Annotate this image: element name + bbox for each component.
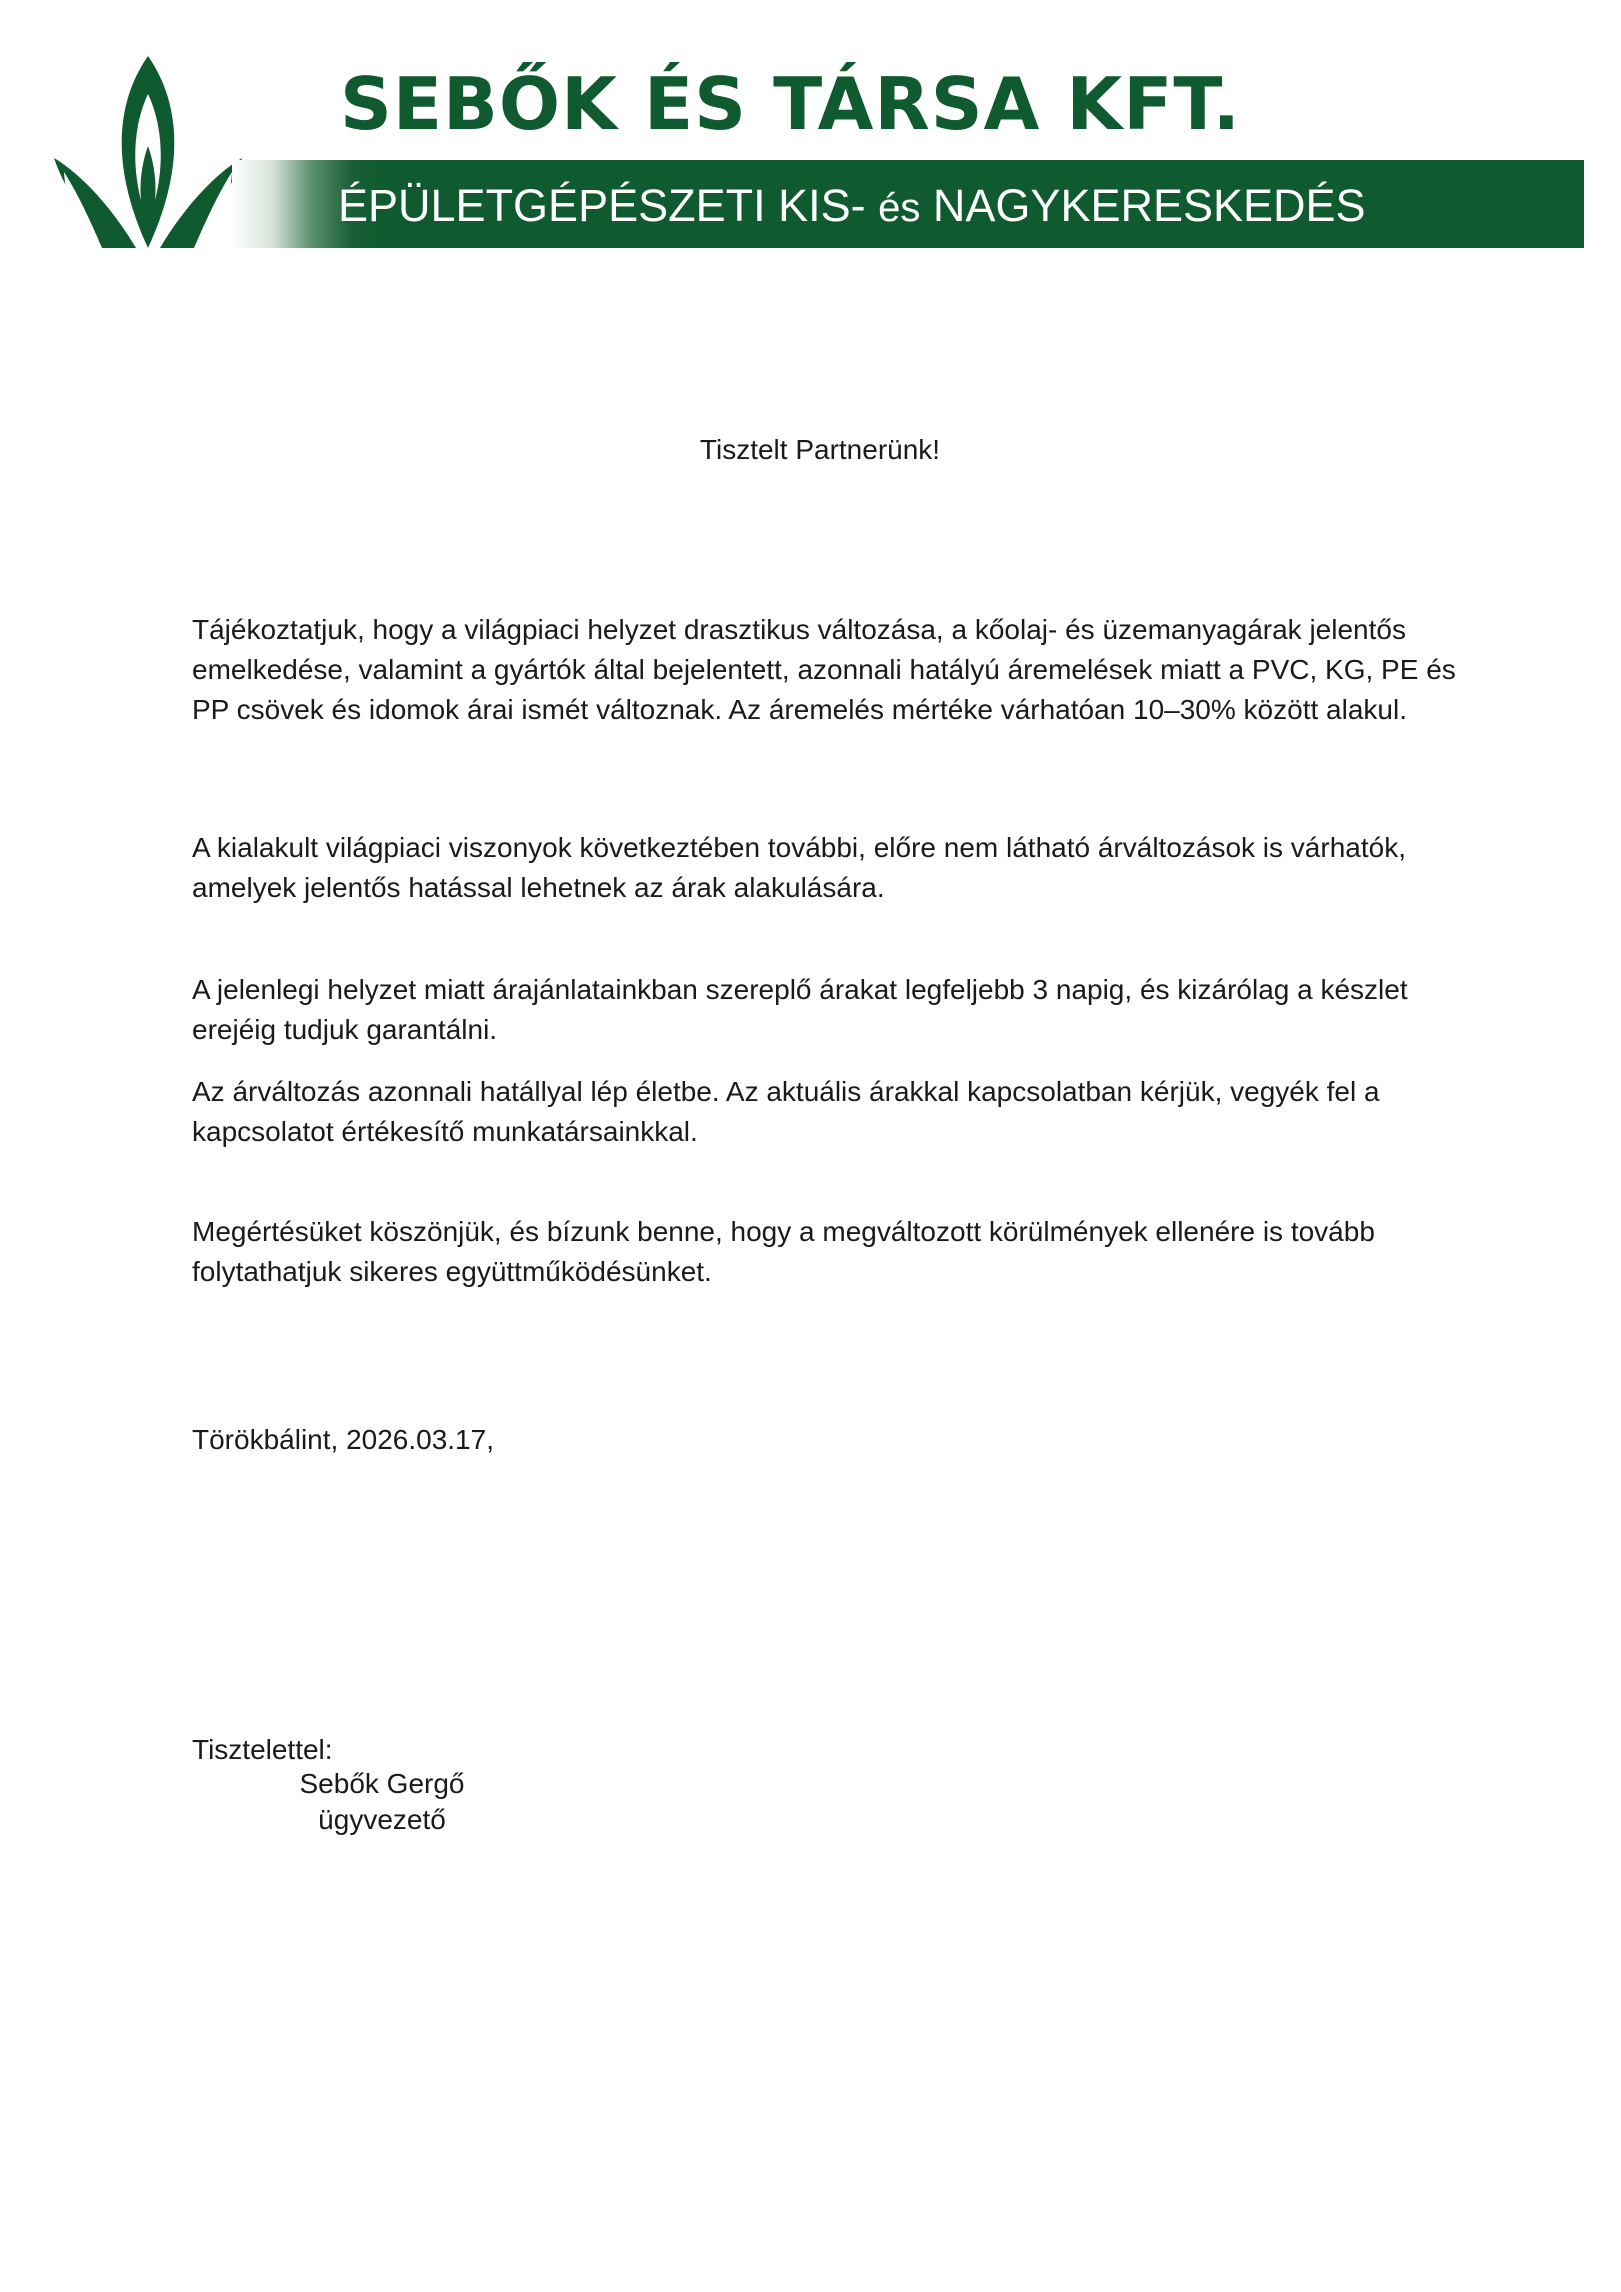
subtitle-part-3: NAGYKERESKEDÉS xyxy=(932,180,1366,231)
leaf-logo-icon xyxy=(52,54,244,250)
place-date: Törökbálint, 2026.03.17, xyxy=(192,1424,494,1455)
closing: Tisztelettel: xyxy=(192,1734,333,1765)
signer-name: Sebők Gergő xyxy=(299,1768,465,1799)
paragraph-offer-validity: A jelenlegi helyzet miatt árajánlatainkban szereplő árakat legfeljebb 3 napig, és kizárólag a készlet erejéig tudjuk garantálni. xyxy=(192,974,1408,1045)
greeting: Tisztelt Partnerünk! xyxy=(699,434,941,465)
paragraph-further-changes: A kialakult világpiaci viszonyok következtében további, előre nem látható árváltozások is várhatók, amelyek jelentős hatással lehetnek az árak alakulására. xyxy=(192,832,1406,903)
paragraph-effective-immediately: Az árváltozás azonnali hatállyal lép életbe. Az aktuális árakkal kapcsolatban kérjük, vegyék fel a kapcsolatot értékesítő munkatársainkkal. xyxy=(192,1076,1380,1147)
paragraph-thanks: Megértésüket köszönjük, és bízunk benne, hogy a megváltozott körülmények ellenére is tovább folytathatjuk sikeres együttműködésünket. xyxy=(192,1216,1375,1287)
subtitle-part-1: ÉPÜLETGÉPÉSZETI KIS- xyxy=(338,180,866,231)
signature-block xyxy=(282,1766,482,1838)
paragraph-price-change: Tájékoztatjuk, hogy a világpiaci helyzet drasztikus változása, a kőolaj- és üzemanyagárak jelentős emelkedése, valamint a gyártók által bejelentett, azonnali hatályú áremelések miatt a PVC, KG, PE és PP csövek és idomok árai ismét változnak. Az áremelés mértéke várhatóan 10–30% között alakul. xyxy=(192,614,1456,725)
company-name: SEBŐK ÉS TÁRSA KFT. xyxy=(340,62,1241,146)
signer-title: ügyvezető xyxy=(318,1804,446,1835)
subtitle-part-2: és xyxy=(878,186,921,230)
company-subtitle xyxy=(338,182,1366,229)
